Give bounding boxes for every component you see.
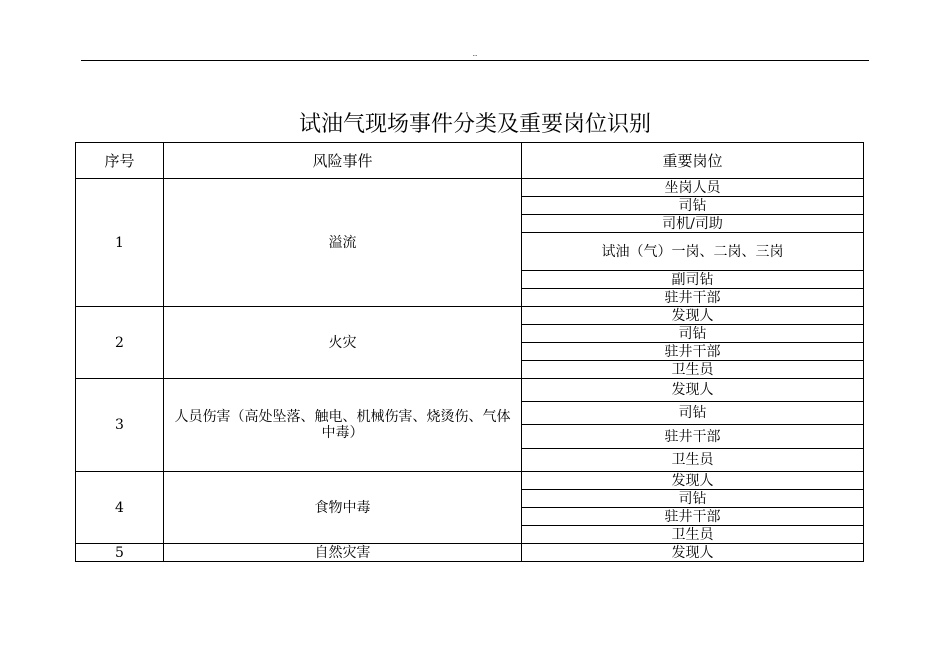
post-cell: 发现人 xyxy=(522,307,864,325)
event-cell: 溢流 xyxy=(164,179,522,307)
risk-event-table xyxy=(75,142,864,562)
post-cell: 驻井干部 xyxy=(522,508,864,526)
header-mark: .. xyxy=(472,50,478,58)
post-cell: 坐岗人员 xyxy=(522,179,864,197)
post-cell: 发现人 xyxy=(522,379,864,402)
header-key-post: 重要岗位 xyxy=(522,143,864,179)
event-cell: 人员伤害（高处坠落、触电、机械伤害、烧烫伤、气体中毒） xyxy=(164,379,522,472)
header-seq: 序号 xyxy=(76,143,164,179)
post-cell: 司钻 xyxy=(522,197,864,215)
header-risk-event: 风险事件 xyxy=(164,143,522,179)
post-cell: 卫生员 xyxy=(522,526,864,544)
header-rule xyxy=(81,60,869,61)
event-cell: 火灾 xyxy=(164,307,522,379)
post-cell: 副司钻 xyxy=(522,271,864,289)
post-cell: 司钻 xyxy=(522,402,864,425)
table-row xyxy=(76,379,864,402)
table-row xyxy=(76,179,864,197)
post-cell: 发现人 xyxy=(522,472,864,490)
post-cell: 司机/司助 xyxy=(522,215,864,233)
post-cell: 司钻 xyxy=(522,490,864,508)
document-title: 试油气现场事件分类及重要岗位识别 xyxy=(298,112,651,137)
seq-cell: 2 xyxy=(76,307,164,379)
table-header-row xyxy=(76,143,864,179)
table-row xyxy=(76,544,864,562)
post-cell: 司钻 xyxy=(522,325,864,343)
post-cell: 卫生员 xyxy=(522,361,864,379)
post-cell: 发现人 xyxy=(522,544,864,562)
seq-cell: 1 xyxy=(76,179,164,307)
post-cell: 驻井干部 xyxy=(522,425,864,449)
seq-cell: 4 xyxy=(76,472,164,544)
seq-cell: 3 xyxy=(76,379,164,472)
post-cell: 试油（气）一岗、二岗、三岗 xyxy=(522,233,864,271)
post-cell: 驻井干部 xyxy=(522,343,864,361)
seq-cell: 5 xyxy=(76,544,164,562)
table-row xyxy=(76,307,864,325)
table-row xyxy=(76,472,864,490)
post-cell: 驻井干部 xyxy=(522,289,864,307)
event-cell: 食物中毒 xyxy=(164,472,522,544)
event-cell: 自然灾害 xyxy=(164,544,522,562)
post-cell: 卫生员 xyxy=(522,449,864,472)
